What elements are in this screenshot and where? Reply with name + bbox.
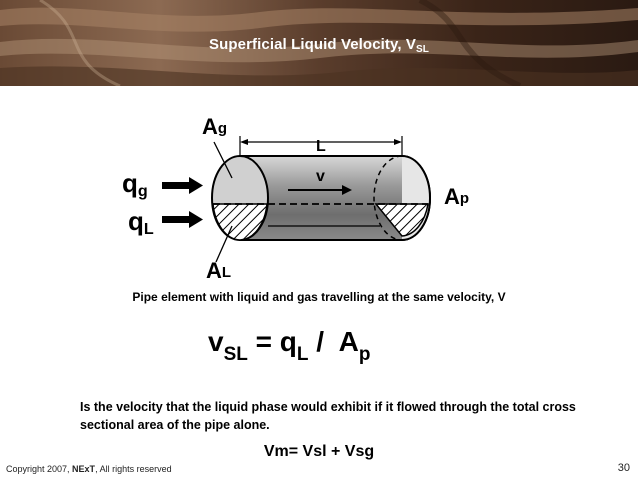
mixture-velocity-formula: Vm= Vsl + Vsg	[263, 443, 375, 460]
page-number: 30	[617, 462, 630, 474]
header-banner	[0, 0, 638, 86]
area-liquid-label: $A_L$	[206, 258, 232, 283]
brand-name: NExT	[72, 464, 96, 474]
area-pipe-label: $A_p$	[444, 184, 470, 209]
definition-text: Is the velocity that the liquid phase would exhibit if it flowed through the total cross sectional area of the pipe alone.	[80, 400, 576, 432]
area-gas-label: $A_g$	[202, 114, 228, 139]
qg-arrow-icon	[162, 177, 203, 194]
diagram-caption: Pipe element with liquid and gas travelling at the same velocity, V	[132, 290, 506, 304]
superficial-velocity-equation: $v_{SL} = q_L / A_p$	[208, 326, 371, 365]
slide-title: Superficial Liquid Velocity, $V_{SL}$	[209, 36, 429, 55]
velocity-label: v	[316, 168, 325, 185]
gas-flow-label: $q_g$	[122, 168, 148, 200]
copyright-footer: Copyright 2007, NExT, All rights reserved	[6, 464, 172, 474]
liquid-flow-label: $q_L$	[128, 206, 154, 238]
ql-arrow-icon	[162, 211, 203, 228]
length-label: L	[316, 138, 326, 155]
pipe-diagram	[0, 86, 638, 286]
